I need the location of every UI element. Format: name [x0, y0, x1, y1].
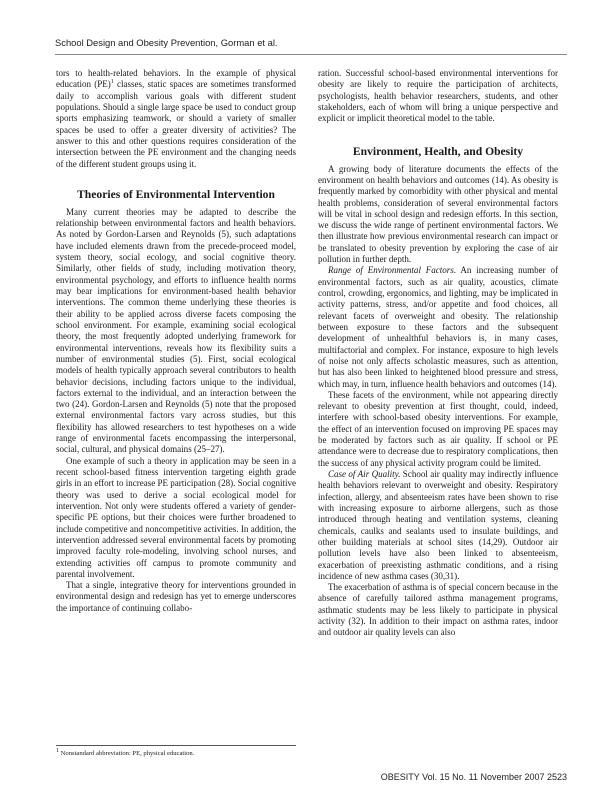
- runin-heading-air-quality: Case of Air Quality.: [328, 469, 401, 479]
- footnote-text: Nonstandard abbreviation: PE, physical education.: [59, 750, 195, 757]
- paragraph: The exacerbation of asthma is of special concern because in the absence of carefully tailored asthma management programs, asthmatic students may be less likely to participate in physical activity (32). In addition to their impact on asthma rates, indoor and outdoor air quality levels can also: [318, 582, 558, 638]
- section-heading-theories: Theories of Environmental Intervention: [77, 187, 275, 201]
- footnote-mark: 1: [56, 747, 59, 754]
- continued-paragraph: [56, 68, 296, 170]
- paragraph-text: An increasing number of environmental factors, such as air quality, acoustics, climate control, crowding, ergonomics, and lighting, may be implicated in activity patterns, stress, and/or appetite and food choices, all relevant facets of overweight and obesity. The relationship between exposure to these factors and the subsequent development of unhealthful behaviors is, in many cases, multifactorial and complex. For instance, exposure to high levels of noise not only affects scholastic measures, such as attention, but has also been linked to heightened blood pressure and stress, which may, in turn, influence health behaviors and outcomes (14).: [318, 265, 558, 389]
- runin-heading-range: Range of Environmental Factors.: [328, 265, 457, 276]
- paragraph-text: School air quality may indirectly influence health behaviors relevant to overweight and obesity. Respiratory infection, allergy, and absenteeism rates have been shown to rise with increasing exposure to airborne allergens, such as those introduced through heating and ventilation systems, cleaning chemicals, caulks and sealants used to insulate buildings, and other building materials at school sites (14,29). Outdoor air pollution levels have also been linked to absenteeism, exacerbation of preexisting asthmatic conditions, and a rising incidence of new asthma cases (30,31).: [318, 469, 558, 581]
- paragraph: Many current theories may be adapted to describe the relationship between environmental factors and health behaviors. As noted by Gordon-Larsen and Reynolds (5), such adaptations have included elements drawn from the precede-proceed model, system theory, social ecology, and social cognitive theory. Similarly, other fields of study, including motivation theory, environmental psychology, and efforts to influence health norms may bear implications for environment-based health behavior interventions. The common theme underlying these theories is their ability to be applied across diverse facets composing the school environment. For example, examining social ecological theory, the most frequently adopted underlying framework for environmental interventions, reveals how its flexibility suits a number of environmental studies (5). First, social ecological models of health typically approach several contributors to health behavior decisions, including factors unique to the individual, factors external to the individual, and an interaction between the two (24). Gordon-Larsen and Reynolds (5) note that the proposed external environmental factors vary across studies, but this flexibility has allowed researchers to test hypotheses on a wide range of environmental facets encompassing the interpersonal, social, cultural, and physical domains (25–27).: [56, 206, 296, 455]
- paragraph: These facets of the environment, while not appearing directly relevant to obesity prevention at first thought, could, indeed, interfere with school-based obesity interventions. For example, the effect of an intervention focused on improving PE spaces may be moderated by factors such as air quality. If school or PE attendance were to decrease due to respiratory complications, then the success of any physical activity program could be limited.: [318, 389, 558, 468]
- paragraph: [318, 265, 558, 389]
- left-column: [56, 68, 296, 614]
- paragraph: That a single, integrative theory for interventions grounded in environmental design and redesign has yet to emerge underscores the importance of continuing collabo-: [56, 580, 296, 613]
- header-divider: [55, 54, 567, 55]
- paragraph: A growing body of literature documents the effects of the environment on health behaviors and outcomes (14). As obesity is frequently marked by comorbidity with other physical and mental health problems, consideration of several environmental factors will be vital in school design and redesign efforts. In this section, we discuss the wide range of pertinent environmental factors. We then illustrate how previous environmental research can impact or be translated to obesity prevention by exploring the case of air pollution in further depth.: [318, 163, 558, 265]
- paragraph: [318, 469, 558, 582]
- page-footer: OBESITY Vol. 15 No. 11 November 2007 2523: [380, 772, 567, 782]
- paragraph: One example of such a theory in application may be seen in a recent school-based fitness intervention targeting eighth grade girls in an effort to increase PE participation (28). Social cognitive theory was used to derive a social ecological model for intervention. Not only were students offered a variety of gender-specific PE options, but their choices were further broadened to include competitive and noncompetitive activities. In addition, the intervention addressed several environmental facets by promoting improved faculty role-modeling, involving school nurses, and extending activities off campus to promote community and parental involvement.: [56, 455, 296, 579]
- right-column: [318, 68, 558, 639]
- continued-text-part-1: tors to health-related behaviors. In the example of physical education (PE): [56, 68, 296, 90]
- continued-paragraph: ration. Successful school-based environmental interventions for obesity are likely to require the participation of architects, psychologists, health behavior researchers, students, and other stakeholders, each of whom will bring a unique perspective and explicit or implicit theoretical model to the table.: [318, 68, 558, 124]
- footnote-marker: 1: [110, 79, 114, 86]
- continued-text-part-2: classes, static spaces are sometimes transformed daily to accomplish various goals with different student populations. Should a single large space be used to conduct group sports emphasizing teamwork, or should a variety of smaller spaces be used to offer a greater diversity of activities? The answer to this and other questions requires consideration of the intersection between the PE environment and the changing needs of the different student groups using it.: [56, 79, 296, 169]
- running-head: School Design and Obesity Prevention, Gorman et al.: [55, 37, 278, 48]
- section-heading-environment: Environment, Health, and Obesity: [352, 144, 524, 158]
- footnote-divider: [56, 745, 296, 746]
- footnote: [56, 747, 296, 758]
